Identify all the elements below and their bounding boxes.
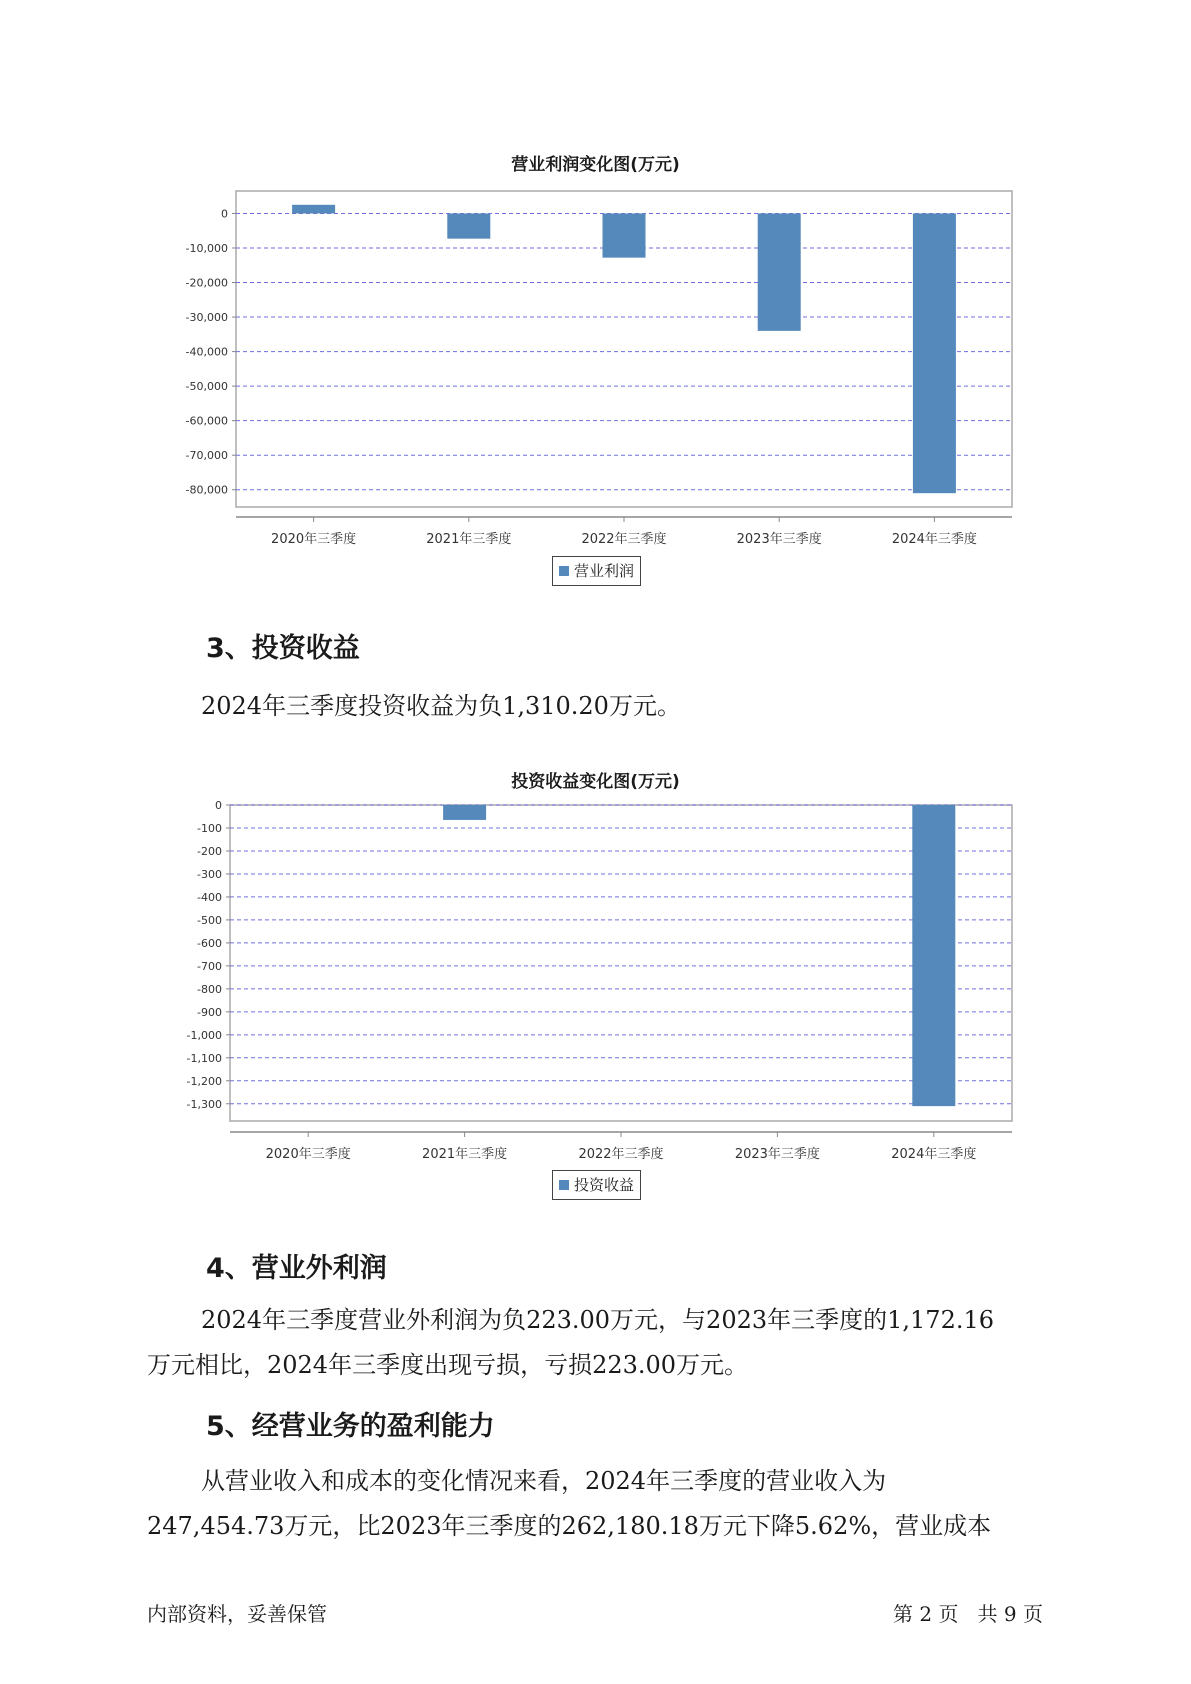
- section5-line1: 从营业收入和成本的变化情况来看，2024年三季度的营业收入为: [201, 1467, 887, 1495]
- y-tick-label: -1,000: [186, 1028, 222, 1042]
- y-tick-label: -70,000: [185, 449, 228, 463]
- y-tick-label: -80,000: [185, 483, 228, 497]
- y-tick-label: -500: [197, 913, 222, 927]
- bar: [443, 805, 486, 820]
- x-tick-label: 2022年三季度: [581, 532, 667, 547]
- footer-left: 内部资料，妥善保管: [147, 1602, 327, 1626]
- y-tick-label: -600: [197, 936, 222, 950]
- y-tick-label: 0: [215, 799, 222, 812]
- y-tick-label: -800: [197, 982, 222, 996]
- y-tick-label: -200: [197, 844, 222, 858]
- chart1-title: 营业利润变化图(万元): [511, 155, 680, 175]
- section5-heading: 5、经营业务的盈利能力: [206, 1411, 495, 1442]
- footer-page-number: 第 2 页 共 9 页: [893, 1602, 1043, 1626]
- y-tick-label: -400: [197, 890, 222, 904]
- section3-para: 2024年三季度投资收益为负1,310.20万元。: [201, 692, 681, 720]
- y-tick-label: -40,000: [185, 345, 228, 359]
- chart1-legend-label: 营业利润: [574, 562, 635, 580]
- chart2-legend: [552, 1170, 641, 1200]
- y-tick-label: -60,000: [185, 414, 228, 428]
- y-tick-label: -30,000: [185, 311, 228, 325]
- x-tick-label: 2024年三季度: [891, 1147, 977, 1162]
- legend-swatch: [559, 1180, 569, 1190]
- section4-heading: 4、营业外利润: [206, 1253, 387, 1284]
- x-tick-label: 2024年三季度: [891, 532, 977, 547]
- x-tick-label: 2021年三季度: [422, 1147, 508, 1162]
- y-tick-label: -1,300: [186, 1097, 222, 1111]
- chart2-legend-label: 投资收益: [574, 1176, 635, 1194]
- y-tick-label: -10,000: [185, 241, 228, 255]
- section5-line2: 247,454.73万元，比2023年三季度的262,180.18万元下降5.62%，营业成本: [147, 1512, 992, 1540]
- section4-line2: 万元相比，2024年三季度出现亏损，亏损223.00万元。: [147, 1351, 749, 1379]
- y-tick-label: -50,000: [185, 380, 228, 394]
- x-tick-label: 2021年三季度: [426, 532, 512, 547]
- y-tick-label: -900: [197, 1005, 222, 1019]
- x-tick-label: 2020年三季度: [265, 1147, 351, 1162]
- bar: [912, 805, 955, 1106]
- y-tick-label: -1,200: [186, 1074, 222, 1088]
- x-tick-label: 2020年三季度: [271, 532, 357, 547]
- x-tick-label: 2022年三季度: [578, 1147, 664, 1162]
- y-tick-label: -300: [197, 867, 222, 881]
- y-tick-label: -100: [197, 821, 222, 835]
- y-tick-label: -700: [197, 959, 222, 973]
- y-tick-label: -1,100: [186, 1051, 222, 1065]
- plot-area: [230, 805, 1012, 1121]
- y-tick-label: 0: [221, 207, 228, 221]
- section3-heading: 3、投资收益: [206, 633, 360, 664]
- section4-line1: 2024年三季度营业外利润为负223.00万元，与2023年三季度的1,172.16: [201, 1306, 995, 1334]
- x-tick-label: 2023年三季度: [736, 532, 822, 547]
- chart2-title: 投资收益变化图(万元): [511, 772, 680, 792]
- y-tick-label: -20,000: [185, 276, 228, 290]
- x-tick-label: 2023年三季度: [734, 1147, 820, 1162]
